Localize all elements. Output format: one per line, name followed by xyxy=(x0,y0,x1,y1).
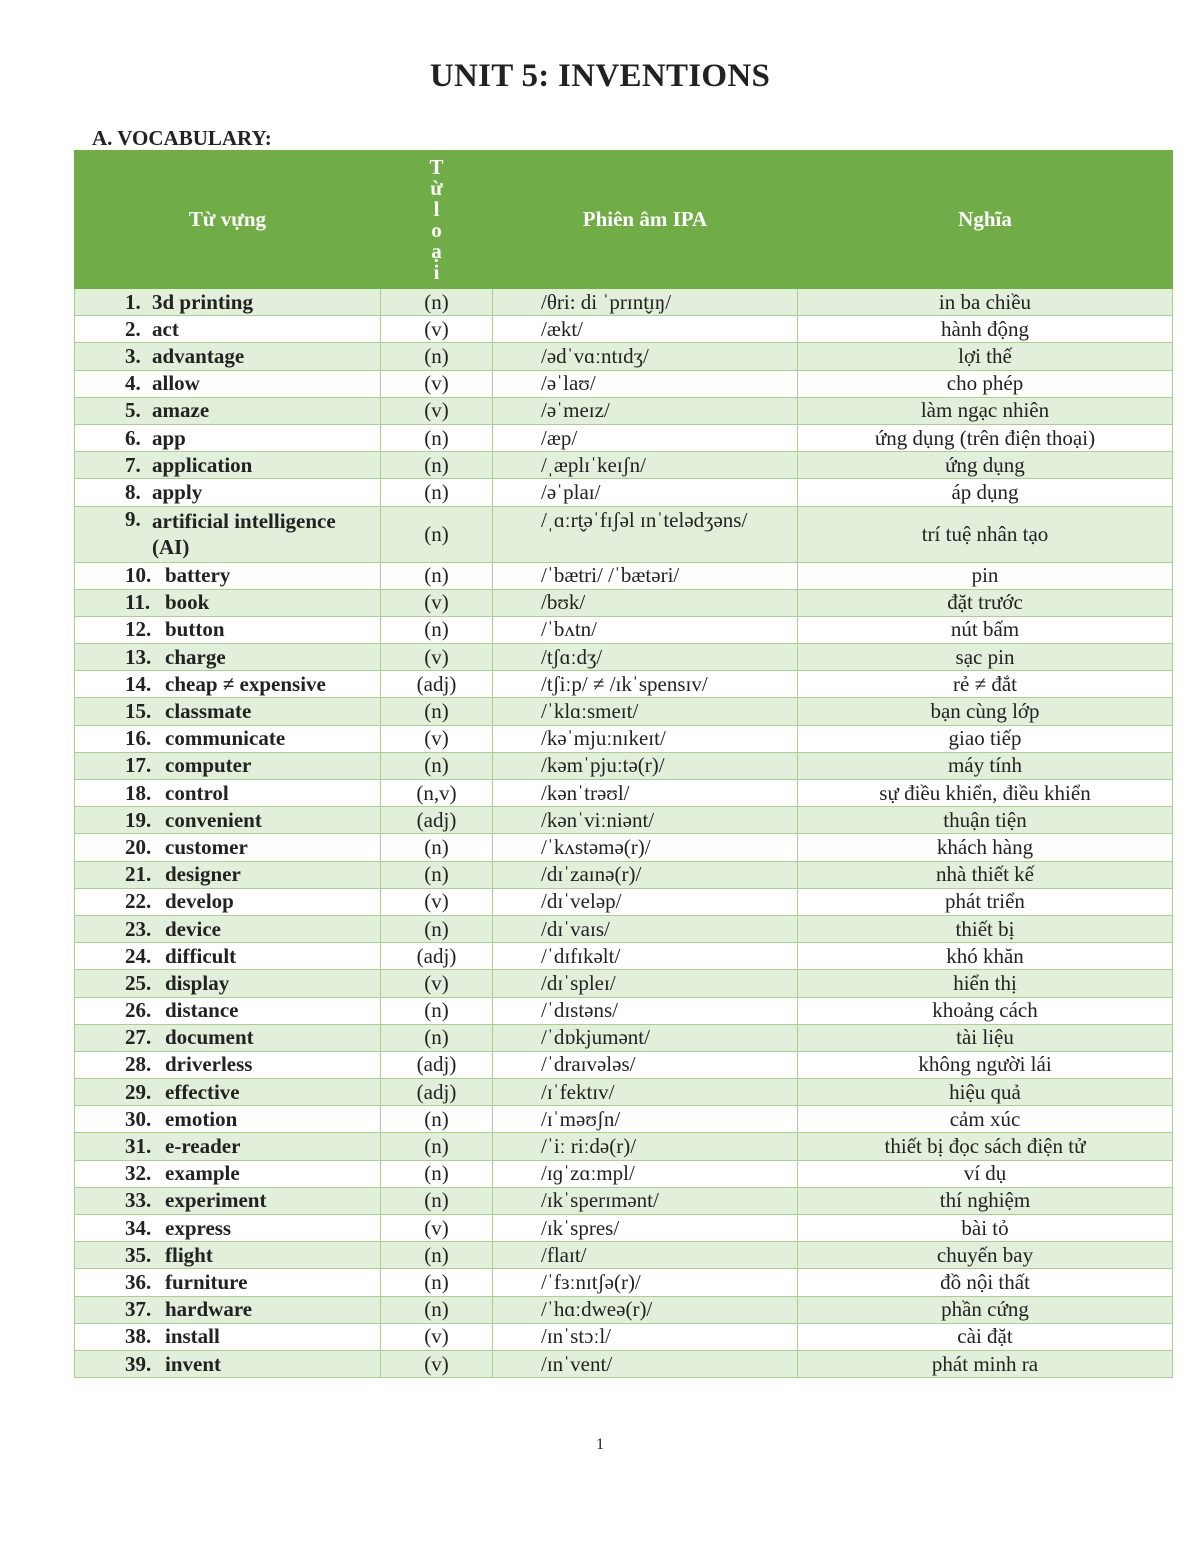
row-word: allow xyxy=(152,371,200,396)
cell-meaning: đồ nội thất xyxy=(798,1269,1173,1296)
cell-ipa: /ˈiː riːdə(r)/ xyxy=(493,1133,798,1160)
table-row xyxy=(75,1296,1173,1323)
cell-ipa: /ˈdɒkjumənt/ xyxy=(493,1024,798,1051)
cell-word xyxy=(75,343,381,370)
cell-ipa: /ˈhɑːdweə(r)/ xyxy=(493,1296,798,1323)
cell-meaning: áp dụng xyxy=(798,479,1173,506)
row-word: develop xyxy=(165,889,234,914)
table-row xyxy=(75,807,1173,834)
row-word: computer xyxy=(165,753,252,778)
table-row xyxy=(75,289,1173,316)
cell-type: (n) xyxy=(381,1160,493,1187)
cell-ipa: /dɪˈveləp/ xyxy=(493,888,798,915)
header-ipa: Phiên âm IPA xyxy=(493,151,798,289)
row-number: 2. xyxy=(125,316,141,341)
cell-word xyxy=(75,289,381,316)
row-word: emotion xyxy=(165,1106,238,1131)
row-word: charge xyxy=(165,644,226,669)
cell-meaning: giao tiếp xyxy=(798,725,1173,752)
page-number: 1 xyxy=(596,1436,604,1453)
cell-word xyxy=(75,943,381,970)
cell-word xyxy=(75,397,381,424)
cell-type: (n) xyxy=(381,289,493,316)
cell-word xyxy=(75,780,381,807)
cell-ipa: /bʊk/ xyxy=(493,589,798,616)
cell-ipa: /ækt/ xyxy=(493,316,798,343)
cell-type: (v) xyxy=(381,888,493,915)
cell-word xyxy=(75,861,381,888)
row-number: 22. xyxy=(125,889,152,914)
row-word: artificial intelligence (AI) xyxy=(152,509,336,559)
row-word: install xyxy=(165,1324,220,1349)
table-row xyxy=(75,1133,1173,1160)
row-word: e-reader xyxy=(165,1134,241,1159)
cell-type: (n) xyxy=(381,343,493,370)
cell-ipa: /ɪkˈsperɪmənt/ xyxy=(493,1187,798,1214)
cell-type: (n) xyxy=(381,506,493,562)
cell-meaning: tài liệu xyxy=(798,1024,1173,1051)
table-row xyxy=(75,1323,1173,1350)
table-row xyxy=(75,698,1173,725)
row-number: 13. xyxy=(125,644,152,669)
cell-ipa: /tʃiːp/ ≠ /ɪkˈspensɪv/ xyxy=(493,671,798,698)
cell-word xyxy=(75,1323,381,1350)
cell-meaning: in ba chiều xyxy=(798,289,1173,316)
vocabulary-table xyxy=(74,150,1173,1378)
table-row xyxy=(75,725,1173,752)
table-row xyxy=(75,1187,1173,1214)
cell-ipa: /ˈdraɪvələs/ xyxy=(493,1051,798,1078)
cell-word xyxy=(75,589,381,616)
header-type-label: Từ loại xyxy=(429,154,444,284)
cell-meaning: thiết bị đọc sách điện tử xyxy=(798,1133,1173,1160)
row-number: 6. xyxy=(125,425,141,450)
cell-word xyxy=(75,807,381,834)
cell-ipa: /æp/ xyxy=(493,424,798,451)
cell-ipa: /dɪˈzaɪnə(r)/ xyxy=(493,861,798,888)
cell-type: (n) xyxy=(381,562,493,589)
cell-meaning: hiển thị xyxy=(798,970,1173,997)
cell-ipa: /əˈlaʊ/ xyxy=(493,370,798,397)
cell-type: (v) xyxy=(381,397,493,424)
cell-type: (adj) xyxy=(381,943,493,970)
cell-ipa: /əˈplaɪ/ xyxy=(493,479,798,506)
row-number: 1. xyxy=(125,289,141,314)
row-number: 29. xyxy=(125,1079,152,1104)
row-number: 34. xyxy=(125,1215,152,1240)
cell-type: (n) xyxy=(381,452,493,479)
row-word: convenient xyxy=(165,807,262,832)
cell-type: (v) xyxy=(381,589,493,616)
row-word: distance xyxy=(165,998,239,1023)
cell-word xyxy=(75,562,381,589)
cell-meaning: nhà thiết kế xyxy=(798,861,1173,888)
cell-meaning: cho phép xyxy=(798,370,1173,397)
cell-word xyxy=(75,1350,381,1377)
cell-type: (v) xyxy=(381,1323,493,1350)
cell-word xyxy=(75,1133,381,1160)
row-word: experiment xyxy=(165,1188,267,1213)
row-number: 3. xyxy=(125,343,141,368)
row-number: 8. xyxy=(125,479,141,504)
cell-meaning: rẻ ≠ đắt xyxy=(798,671,1173,698)
row-word: classmate xyxy=(165,699,252,724)
cell-ipa: /ɪkˈspres/ xyxy=(493,1215,798,1242)
row-number: 33. xyxy=(125,1188,152,1213)
table-row xyxy=(75,589,1173,616)
cell-word xyxy=(75,1296,381,1323)
cell-meaning: làm ngạc nhiên xyxy=(798,397,1173,424)
cell-meaning: ứng dụng xyxy=(798,452,1173,479)
row-number: 38. xyxy=(125,1324,152,1349)
cell-ipa: /dɪˈspleɪ/ xyxy=(493,970,798,997)
cell-meaning: đặt trước xyxy=(798,589,1173,616)
cell-word xyxy=(75,1079,381,1106)
cell-word xyxy=(75,834,381,861)
row-word: difficult xyxy=(165,943,237,968)
cell-meaning: phát triển xyxy=(798,888,1173,915)
cell-meaning: pin xyxy=(798,562,1173,589)
row-number: 17. xyxy=(125,753,152,778)
page-title: UNIT 5: INVENTIONS xyxy=(429,58,771,94)
cell-word xyxy=(75,644,381,671)
table-row xyxy=(75,943,1173,970)
cell-type: (v) xyxy=(381,316,493,343)
row-word: application xyxy=(152,452,253,477)
cell-ipa: /ˈbætri/ /ˈbætəri/ xyxy=(493,562,798,589)
cell-type: (n) xyxy=(381,834,493,861)
row-number: 20. xyxy=(125,834,152,859)
table-row xyxy=(75,1106,1173,1133)
table-row xyxy=(75,861,1173,888)
cell-word xyxy=(75,479,381,506)
table-row xyxy=(75,316,1173,343)
cell-word xyxy=(75,452,381,479)
table-row xyxy=(75,1160,1173,1187)
table-row xyxy=(75,1350,1173,1377)
cell-word xyxy=(75,997,381,1024)
cell-type: (n) xyxy=(381,1106,493,1133)
cell-word xyxy=(75,1215,381,1242)
cell-word xyxy=(75,1024,381,1051)
table-row xyxy=(75,644,1173,671)
cell-type: (n) xyxy=(381,1296,493,1323)
cell-ipa: /ˈfɜːnɪtʃə(r)/ xyxy=(493,1269,798,1296)
cell-meaning: khó khăn xyxy=(798,943,1173,970)
cell-word xyxy=(75,970,381,997)
row-number: 37. xyxy=(125,1297,152,1322)
cell-type: (n) xyxy=(381,861,493,888)
cell-type: (n) xyxy=(381,424,493,451)
row-word: example xyxy=(165,1161,240,1186)
row-word: invent xyxy=(165,1351,222,1376)
row-word: effective xyxy=(165,1079,240,1104)
row-number: 23. xyxy=(125,916,152,941)
cell-ipa: /kəmˈpjuːtə(r)/ xyxy=(493,752,798,779)
row-number: 26. xyxy=(125,998,152,1023)
table-row xyxy=(75,1079,1173,1106)
row-number: 28. xyxy=(125,1052,152,1077)
cell-type: (n) xyxy=(381,915,493,942)
table-row xyxy=(75,915,1173,942)
cell-meaning: máy tính xyxy=(798,752,1173,779)
row-word: control xyxy=(165,780,229,805)
table-row xyxy=(75,424,1173,451)
table-row xyxy=(75,506,1173,562)
cell-meaning: sạc pin xyxy=(798,644,1173,671)
row-word: designer xyxy=(165,862,241,887)
row-word: act xyxy=(152,316,179,341)
table-row xyxy=(75,452,1173,479)
cell-meaning: hành động xyxy=(798,316,1173,343)
row-number: 14. xyxy=(125,671,152,696)
table-row xyxy=(75,370,1173,397)
cell-meaning: thiết bị xyxy=(798,915,1173,942)
row-number: 19. xyxy=(125,807,152,832)
cell-meaning: phần cứng xyxy=(798,1296,1173,1323)
cell-ipa: /ˌæplɪˈkeɪʃn/ xyxy=(493,452,798,479)
cell-type: (n) xyxy=(381,616,493,643)
row-word: furniture xyxy=(165,1269,248,1294)
row-number: 18. xyxy=(125,780,152,805)
cell-type: (n) xyxy=(381,1024,493,1051)
row-number: 10. xyxy=(125,563,152,588)
cell-meaning: nút bấm xyxy=(798,616,1173,643)
cell-ipa: /dɪˈvaɪs/ xyxy=(493,915,798,942)
table-row xyxy=(75,752,1173,779)
row-word: cheap ≠ expensive xyxy=(165,671,326,696)
row-word: battery xyxy=(165,563,231,588)
cell-word xyxy=(75,1187,381,1214)
row-number: 25. xyxy=(125,970,152,995)
cell-type: (v) xyxy=(381,1350,493,1377)
cell-ipa: /flaɪt/ xyxy=(493,1242,798,1269)
cell-word xyxy=(75,1106,381,1133)
cell-meaning: bài tỏ xyxy=(798,1215,1173,1242)
cell-meaning: thuận tiện xyxy=(798,807,1173,834)
cell-meaning: trí tuệ nhân tạo xyxy=(798,506,1173,562)
cell-word xyxy=(75,752,381,779)
cell-meaning: cài đặt xyxy=(798,1323,1173,1350)
row-number: 30. xyxy=(125,1106,152,1131)
row-word: amaze xyxy=(152,398,210,423)
cell-word xyxy=(75,424,381,451)
cell-type: (adj) xyxy=(381,1051,493,1078)
row-number: 24. xyxy=(125,943,152,968)
cell-ipa: /ɪˈfektɪv/ xyxy=(493,1079,798,1106)
table-row xyxy=(75,834,1173,861)
row-number: 39. xyxy=(125,1351,152,1376)
cell-word xyxy=(75,506,381,562)
row-word: driverless xyxy=(165,1052,253,1077)
cell-meaning: lợi thế xyxy=(798,343,1173,370)
cell-ipa: /tʃɑːdʒ/ xyxy=(493,644,798,671)
cell-ipa: /kənˈtrəʊl/ xyxy=(493,780,798,807)
cell-ipa: /ɪnˈvent/ xyxy=(493,1350,798,1377)
cell-type: (v) xyxy=(381,644,493,671)
row-number: 31. xyxy=(125,1134,152,1159)
cell-word xyxy=(75,316,381,343)
row-number: 36. xyxy=(125,1269,152,1294)
row-word: flight xyxy=(165,1242,213,1267)
cell-type: (v) xyxy=(381,970,493,997)
cell-word xyxy=(75,1242,381,1269)
cell-meaning: không người lái xyxy=(798,1051,1173,1078)
cell-ipa: /əˈmeɪz/ xyxy=(493,397,798,424)
row-number: 12. xyxy=(125,617,152,642)
row-word: apply xyxy=(152,479,203,504)
cell-ipa: /ˈbʌtn/ xyxy=(493,616,798,643)
cell-type: (n) xyxy=(381,752,493,779)
row-word: display xyxy=(165,970,230,995)
table-row xyxy=(75,397,1173,424)
cell-meaning: thí nghiệm xyxy=(798,1187,1173,1214)
table-row xyxy=(75,888,1173,915)
header-meaning: Nghĩa xyxy=(798,151,1173,289)
cell-meaning: ví dụ xyxy=(798,1160,1173,1187)
cell-word xyxy=(75,671,381,698)
cell-meaning: cảm xúc xyxy=(798,1106,1173,1133)
cell-word xyxy=(75,725,381,752)
cell-type: (n) xyxy=(381,1133,493,1160)
cell-ipa: /ɪˈməʊʃn/ xyxy=(493,1106,798,1133)
cell-ipa: /ˌɑːrt̬əˈfɪʃəl ɪnˈtelədʒəns/ xyxy=(493,506,798,562)
cell-type: (n) xyxy=(381,698,493,725)
row-number: 21. xyxy=(125,862,152,887)
row-number: 9. xyxy=(125,507,141,531)
cell-word xyxy=(75,888,381,915)
row-word: device xyxy=(165,916,221,941)
row-word: customer xyxy=(165,834,248,859)
cell-type: (n) xyxy=(381,997,493,1024)
row-number: 11. xyxy=(125,590,151,615)
table-row xyxy=(75,671,1173,698)
table-row xyxy=(75,1051,1173,1078)
row-word: 3d printing xyxy=(152,289,253,314)
row-number: 16. xyxy=(125,726,152,751)
cell-ipa: /ˈdɪfɪkəlt/ xyxy=(493,943,798,970)
table-row xyxy=(75,1215,1173,1242)
row-word: hardware xyxy=(165,1297,253,1322)
cell-word xyxy=(75,370,381,397)
row-number: 15. xyxy=(125,699,152,724)
row-number: 4. xyxy=(125,371,141,396)
cell-type: (v) xyxy=(381,1215,493,1242)
cell-ipa: /ɪnˈstɔːl/ xyxy=(493,1323,798,1350)
cell-word xyxy=(75,698,381,725)
cell-word xyxy=(75,915,381,942)
cell-ipa: /ˈklɑːsmeɪt/ xyxy=(493,698,798,725)
cell-type: (adj) xyxy=(381,671,493,698)
cell-type: (n) xyxy=(381,1269,493,1296)
cell-meaning: sự điều khiển, điều khiển xyxy=(798,780,1173,807)
table-row xyxy=(75,780,1173,807)
row-word: communicate xyxy=(165,726,286,751)
cell-word xyxy=(75,1269,381,1296)
row-number: 27. xyxy=(125,1025,152,1050)
table-row xyxy=(75,616,1173,643)
header-type xyxy=(381,151,493,289)
cell-type: (n) xyxy=(381,1187,493,1214)
cell-ipa: /ˈkʌstəmə(r)/ xyxy=(493,834,798,861)
row-number: 32. xyxy=(125,1161,152,1186)
cell-ipa: /θri: di ˈprɪnt̬ɪŋ/ xyxy=(493,289,798,316)
cell-type: (adj) xyxy=(381,807,493,834)
table-row xyxy=(75,970,1173,997)
cell-ipa: /ˈdɪstəns/ xyxy=(493,997,798,1024)
row-number: 35. xyxy=(125,1242,152,1267)
cell-word xyxy=(75,616,381,643)
table-row xyxy=(75,1269,1173,1296)
cell-meaning: chuyến bay xyxy=(798,1242,1173,1269)
cell-ipa: /kənˈviːniənt/ xyxy=(493,807,798,834)
cell-type: (n) xyxy=(381,479,493,506)
row-number: 7. xyxy=(125,452,141,477)
table-row xyxy=(75,997,1173,1024)
row-word: button xyxy=(165,617,225,642)
cell-meaning: ứng dụng (trên điện thoại) xyxy=(798,424,1173,451)
row-number: 5. xyxy=(125,398,141,423)
cell-word xyxy=(75,1160,381,1187)
table-row xyxy=(75,1242,1173,1269)
cell-meaning: hiệu quả xyxy=(798,1079,1173,1106)
cell-meaning: bạn cùng lớp xyxy=(798,698,1173,725)
row-word: book xyxy=(165,590,210,615)
table-row xyxy=(75,343,1173,370)
row-word: advantage xyxy=(152,343,245,368)
table-body xyxy=(75,289,1173,1378)
cell-meaning: khoảng cách xyxy=(798,997,1173,1024)
row-word: app xyxy=(152,425,186,450)
header-word: Từ vựng xyxy=(75,151,381,289)
cell-ipa: /kəˈmjuːnɪkeɪt/ xyxy=(493,725,798,752)
cell-ipa: /ədˈvɑːntɪdʒ/ xyxy=(493,343,798,370)
table-row xyxy=(75,562,1173,589)
cell-word xyxy=(75,1051,381,1078)
cell-meaning: phát minh ra xyxy=(798,1350,1173,1377)
cell-type: (n,v) xyxy=(381,780,493,807)
row-word: document xyxy=(165,1025,254,1050)
cell-type: (n) xyxy=(381,1242,493,1269)
cell-type: (v) xyxy=(381,725,493,752)
table-header-row xyxy=(75,151,1173,289)
cell-ipa: /ɪɡˈzɑːmpl/ xyxy=(493,1160,798,1187)
section-heading: A. VOCABULARY: xyxy=(92,126,272,150)
table-row xyxy=(75,479,1173,506)
cell-meaning: khách hàng xyxy=(798,834,1173,861)
row-word: express xyxy=(165,1215,232,1240)
cell-type: (adj) xyxy=(381,1079,493,1106)
table-row xyxy=(75,1024,1173,1051)
cell-type: (v) xyxy=(381,370,493,397)
